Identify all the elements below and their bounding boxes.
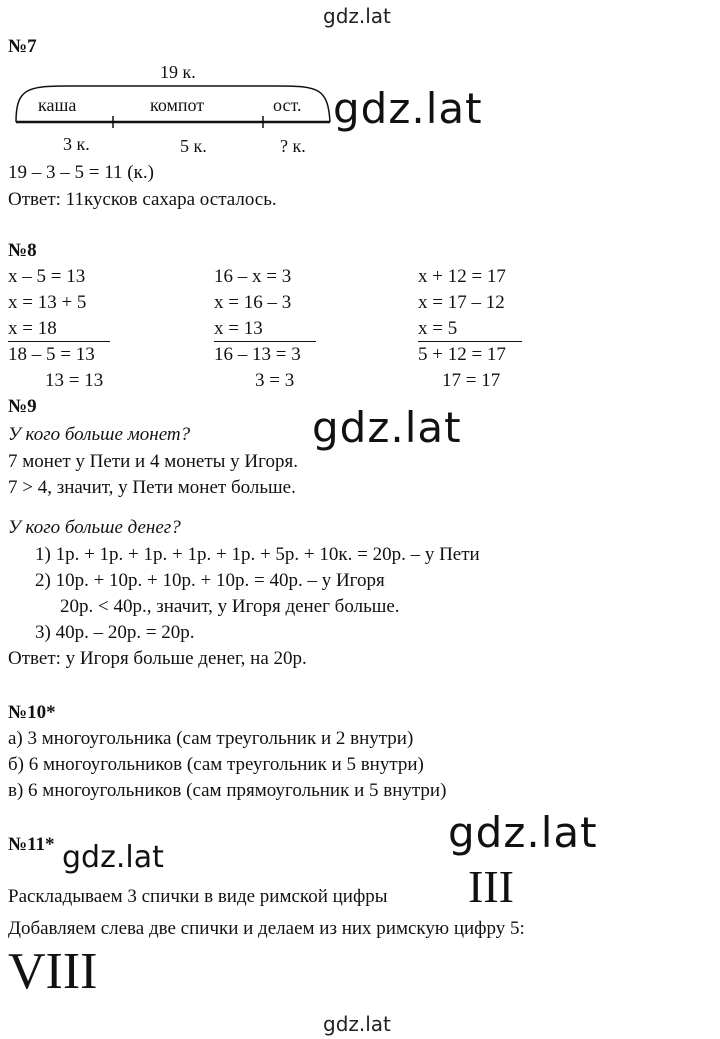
task-10-number: №10* bbox=[8, 702, 56, 723]
task-7-number: №7 bbox=[8, 36, 37, 57]
watermark-1: gdz.lat bbox=[333, 84, 483, 133]
watermark-4: gdz.lat bbox=[62, 840, 164, 875]
watermark-bottom: gdz.lat bbox=[323, 1012, 391, 1036]
task-9-step-2b: 20р. < 40р., значит, у Игоря денег больше. bbox=[60, 596, 400, 617]
t8-c1-r4: 18 – 5 = 13 bbox=[8, 344, 95, 365]
t8-c3-r3: x = 5 bbox=[418, 318, 458, 339]
task-10-a: а) 3 многоугольника (сам треугольник и 2 внутри) bbox=[8, 728, 414, 749]
task-11-roman-3: III bbox=[468, 861, 514, 912]
task-11-line-1: Раскладываем 3 спички в виде римской цифры bbox=[8, 886, 388, 907]
t8-c2-r3: x = 13 bbox=[214, 318, 263, 339]
task-9-number: №9 bbox=[8, 396, 37, 417]
t8-c2-r2: x = 16 – 3 bbox=[214, 292, 292, 313]
task-7-equation: 19 – 3 – 5 = 11 (к.) bbox=[8, 162, 154, 183]
diagram-bottom-2: 5 к. bbox=[180, 136, 207, 156]
task-9-answer: Ответ: у Игоря больше денег, на 20р. bbox=[8, 648, 307, 669]
t8-c1-r5: 13 = 13 bbox=[45, 370, 104, 391]
watermark-top: gdz.lat bbox=[323, 4, 391, 28]
t8-c1-underline bbox=[8, 341, 110, 342]
diagram-seg-kompot: компот bbox=[150, 95, 205, 115]
task-9-step-2: 2) 10р. + 10р. + 10р. + 10р. = 40р. – у Игоря bbox=[35, 570, 385, 591]
diagram-bottom-1: 3 к. bbox=[63, 134, 90, 154]
t8-c3-underline bbox=[418, 341, 522, 342]
t8-c2-underline bbox=[214, 341, 316, 342]
diagram-bottom-3: ? к. bbox=[280, 136, 306, 156]
t8-c1-r1: x – 5 = 13 bbox=[8, 266, 86, 287]
task-9-step-1: 1) 1р. + 1р. + 1р. + 1р. + 1р. + 5р. + 10к. = 20р. – у Пети bbox=[35, 544, 480, 565]
t8-c3-r2: x = 17 – 12 bbox=[418, 292, 505, 313]
task-11-roman-8: VIII bbox=[8, 943, 98, 1000]
task-9-question-1: У кого больше монет? bbox=[8, 424, 191, 445]
t8-c3-r5: 17 = 17 bbox=[442, 370, 501, 391]
task-7-diagram bbox=[8, 58, 338, 158]
diagram-seg-kasha: каша bbox=[38, 95, 77, 115]
t8-c3-r4: 5 + 12 = 17 bbox=[418, 344, 506, 365]
watermark-2: gdz.lat bbox=[312, 403, 462, 452]
t8-c3-r1: x + 12 = 17 bbox=[418, 266, 506, 287]
t8-c2-r1: 16 – x = 3 bbox=[214, 266, 292, 287]
task-8-number: №8 bbox=[8, 240, 37, 261]
task-9-step-3: 3) 40р. – 20р. = 20р. bbox=[35, 622, 195, 643]
watermark-3: gdz.lat bbox=[448, 808, 598, 857]
diagram-seg-ost: ост. bbox=[273, 95, 302, 115]
task-9-line-1: 7 монет у Пети и 4 монеты у Игоря. bbox=[8, 451, 298, 472]
task-10-c: в) 6 многоугольников (сам прямоугольник и 5 внутри) bbox=[8, 780, 447, 801]
t8-c2-r4: 16 – 13 = 3 bbox=[214, 344, 301, 365]
task-7-answer: Ответ: 11кусков сахара осталось. bbox=[8, 189, 277, 210]
diagram-total-label: 19 к. bbox=[160, 62, 196, 82]
task-9-question-2: У кого больше денег? bbox=[8, 517, 181, 538]
task-10-b: б) 6 многоугольников (сам треугольник и 5 внутри) bbox=[8, 754, 424, 775]
t8-c2-r5: 3 = 3 bbox=[255, 370, 295, 391]
t8-c1-r3: x = 18 bbox=[8, 318, 57, 339]
task-9-line-2: 7 > 4, значит, у Пети монет больше. bbox=[8, 477, 296, 498]
t8-c1-r2: x = 13 + 5 bbox=[8, 292, 87, 313]
task-11-line-2: Добавляем слева две спички и делаем из них римскую цифру 5: bbox=[8, 918, 525, 939]
task-11-number: №11* bbox=[8, 834, 55, 855]
